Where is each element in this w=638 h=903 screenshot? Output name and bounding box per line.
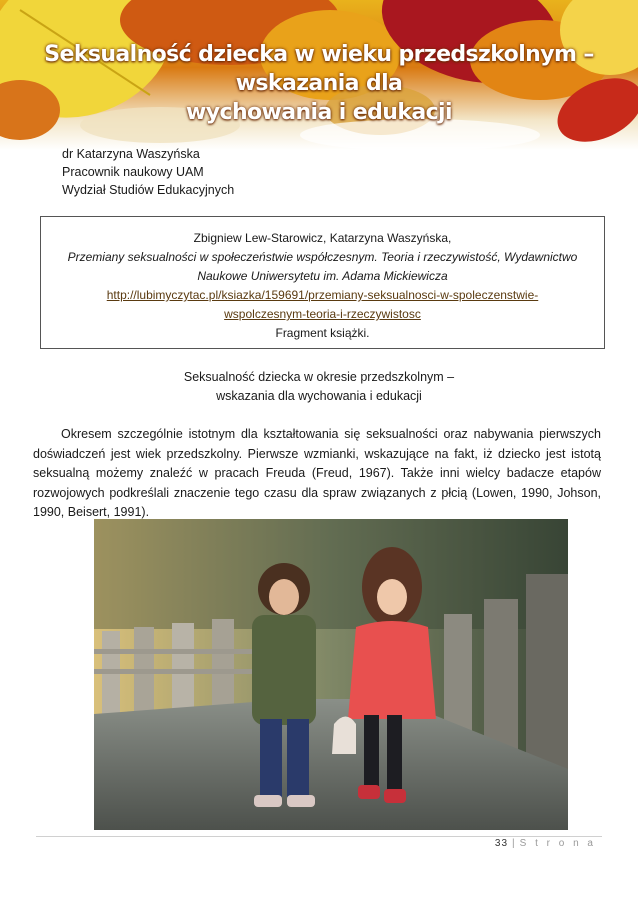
- page-footer: [495, 838, 596, 849]
- page-label: S t r o n a: [519, 838, 596, 849]
- section-subtitle-line2: wskazania dla wychowania i edukacji: [216, 389, 422, 403]
- children-photo: [94, 519, 568, 830]
- citation-authors: Zbigniew Lew-Starowicz, Katarzyna Waszyńska,: [193, 231, 452, 245]
- section-subtitle: [0, 368, 638, 406]
- author-position: Pracownik naukowy UAM: [62, 165, 204, 179]
- page-title-line1: Seksualność dziecka w wieku przedszkolnym – wskazania dla: [44, 42, 594, 96]
- page-separator: |: [512, 838, 516, 849]
- citation-link-line1[interactable]: http://lubimyczytac.pl/ksiazka/159691/przemiany-seksualnosci-w-spoleczenstwie-: [106, 288, 539, 302]
- citation-title-line1: Przemiany seksualności w społeczeństwie współczesnym. Teoria i rzeczywistość, Wydawnictwo: [67, 250, 578, 264]
- author-name: dr Katarzyna Waszyńska: [62, 147, 200, 161]
- citation-note: Fragment książki.: [275, 326, 370, 340]
- citation-box: [40, 216, 605, 349]
- body-paragraph: Okresem szczególnie istotnym dla kształtowania się seksualności oraz nabywania pierwszych doświadczeń jest wiek przedszkolny. Pierwsze wzmianki, wskazujące na fakt, iż dziecko jest istotą seksualną możemy znaleźć w pracach Freuda (Freud, 1967). Także inni wielcy badacze etapów rozwojowych podkreślali znaczenie tego czasu dla spraw związanych z płcią (Lowen, 1990, Johson, 1990, Beisert, 1991).: [33, 427, 601, 519]
- author-department: Wydział Studiów Edukacyjnych: [62, 183, 235, 197]
- author-info: [62, 145, 234, 199]
- footer-divider: [36, 836, 602, 837]
- page-title: [40, 40, 598, 127]
- citation-title-line2: Naukowe Uniwersytetu im. Adama Mickiewicza: [197, 269, 448, 283]
- citation-link-line2[interactable]: wspolczesnym-teoria-i-rzeczywistosc: [224, 307, 421, 321]
- header-banner: [0, 0, 638, 150]
- page-number: 33: [494, 838, 509, 849]
- section-subtitle-line1: Seksualność dziecka w okresie przedszkolnym –: [183, 370, 455, 384]
- page-title-line2: wychowania i edukacji: [186, 100, 452, 125]
